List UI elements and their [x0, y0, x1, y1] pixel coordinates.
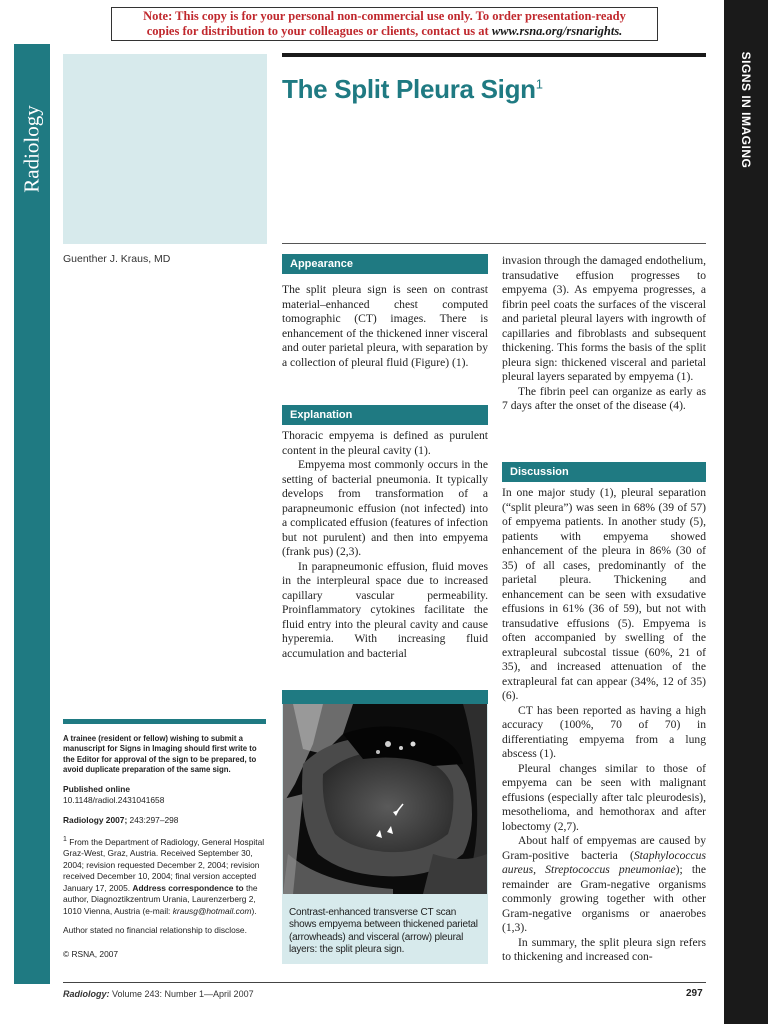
ct-scan-image: [283, 704, 487, 894]
paragraph: CT has been reported as having a high accuracy (100%, 70 of 70) in differentiating empyema from a lung abscess (1).: [502, 703, 706, 760]
title-decor-box: [63, 54, 267, 244]
copyright: © RSNA, 2007: [63, 948, 119, 959]
paragraph: invasion through the damaged endothelium, transudative effusion progresses to empyema (3). As empyema progresses, a fibrin peel coats the surfaces of the visceral and parietal pleural layers with ingrowth of capillaries and fibroblasts and subsequent thickening. This forms the basis of the split pleura sign: thickened visceral and parietal pleural layers separated by empyema (1).: [502, 254, 706, 383]
footer-citation: Radiology: Volume 243: Number 1—April 2007: [63, 989, 254, 999]
page-number: 297: [686, 988, 703, 999]
explanation-body: [282, 429, 488, 661]
title-footnote-marker: 1: [535, 76, 543, 92]
paragraph: In parapneumonic effusion, fluid moves in the interpleural space due to increased capillary vascular permeability. Proinflammatory cytokines facilitate the fluid entry into the pleural cavity and cause hyperemia. With increasing fluid accumulation and bacterial: [282, 559, 488, 660]
published-online: Published online 10.1148/radiol.2431041658: [63, 783, 165, 806]
heading-discussion: Discussion: [502, 462, 706, 482]
heading-explanation: Explanation: [282, 405, 488, 425]
disclosure: Author stated no financial relationship to disclose.: [63, 925, 247, 936]
heading-appearance: Appearance: [282, 254, 488, 274]
notice-line-2: copies for distribution to your colleagues or clients, contact us at www.rsna.org/rsnarights.: [146, 24, 623, 38]
journal-sidebar: [14, 44, 50, 984]
bacteria-names: Staphylococcus aureus, Streptococcus pneumoniae: [502, 848, 706, 876]
doi[interactable]: 10.1148/radiol.2431041658: [63, 795, 165, 806]
paragraph: In one major study (1), pleural separation (“split pleura”) was seen in 68% (39 of 57) of empyema patients. In another study (5), patients with empyema showed enhancement of the pleura in 86% (30 of 35) of all cases, predominantly of the parietal pleura. Thickening and enhancement can be seen with exsudative effusions in 61% (36 of 59), but not with transudative effusions (5). Empyema is often accompanied by swelling of the extrapleural subcostal tissue (60%, 21 of 35), and increased attenuation of the extrapleural fat can appear (34%, 12 of 35) (6).: [502, 486, 706, 702]
title-rule: [282, 53, 706, 57]
notice-line-1: Note: This copy is for your personal non-commercial use only. To order presentation-ready: [143, 9, 626, 23]
paragraph: Empyema most commonly occurs in the setting of bacterial pneumonia. It typically develops from transformation of a parapneumonic effusion (not infected) into a complicated effusion (features of infection but not purulent) and then into empyema (frank pus) (2,3).: [282, 458, 488, 558]
article-info-box: [63, 719, 266, 960]
paragraph: The fibrin peel can organize as early as 7 days after the onset of the disease (4).: [502, 384, 706, 412]
figure: [282, 690, 488, 964]
appearance-body: [282, 283, 488, 370]
author-name: Guenther J. Kraus, MD: [63, 253, 171, 265]
citation: Radiology 2007; 243:297–298: [63, 814, 179, 825]
discussion-body: [502, 486, 706, 965]
continued-body: [502, 254, 706, 414]
figure-bar: [282, 690, 488, 704]
figure-caption: Contrast-enhanced transverse CT scan shows empyema between thickened parietal (arrowheads) and visceral (arrow) pleural layers: the split pleura sign.: [289, 907, 478, 956]
affiliation: $^1$ From the Department of Radiology, General Hospital Graz-West, Graz, Austria. Received September 30, 2004; revision requested December 2, 2004; revision received December 10, 2004; final version accepted January 17, 2005. Address correspondence to the author, Diagnoztikzentrum Urania, Laurenzerberg 2, 1010 Vienna, Austria (e-mail: krausg@hotmail.com).: [63, 836, 265, 916]
reprint-notice: [111, 7, 658, 41]
column-rule: [282, 243, 706, 244]
paragraph: Pleural changes similar to those of empyema can be seen with malignant effusions (especially after talc pleurodesis), mesothelioma, and hemothorax and after lobectomy (2,7).: [502, 761, 706, 833]
paragraph: In summary, the split pleura sign refers to thickening and increased con-: [502, 935, 706, 963]
section-label: SIGNS IN IMAGING: [739, 51, 753, 169]
ct-scan-drawing: [283, 704, 487, 894]
trainee-note: A trainee (resident or fellow) wishing to submit a manuscript for Signs in Imaging should first write to the Editor for approval of the sign to be prepared, to avoid duplicate preparation of the same sign.: [63, 734, 257, 775]
article-title: The Split Pleura Sign$^1$: [282, 74, 543, 104]
journal-name: Radiology: [19, 105, 44, 193]
paragraph: About half of empyemas are caused by Gram-positive bacteria (Staphylococcus aureus, Streptococcus pneumoniae); the remainder are Gram-negative organisms commonly growing together with other Gram-negative organisms or anaerobes (1,3).: [502, 834, 706, 934]
rsna-rights-link[interactable]: www.rsna.org/rsnarights.: [491, 24, 623, 38]
paragraph: The split pleura sign is seen on contrast material–enhanced chest computed tomographic (CT) images. There is enhancement of the thickened inner visceral and outer parietal pleura, with separation by a collection of pleural fluid (Figure) (1).: [282, 283, 488, 369]
paragraph: Thoracic empyema is defined as purulent content in the pleural cavity (1).: [282, 429, 488, 457]
footer-rule: [63, 982, 706, 983]
author-email[interactable]: krausg@hotmail.com: [172, 905, 252, 916]
section-sidebar: [724, 0, 768, 1024]
info-box-rule: [63, 719, 266, 724]
